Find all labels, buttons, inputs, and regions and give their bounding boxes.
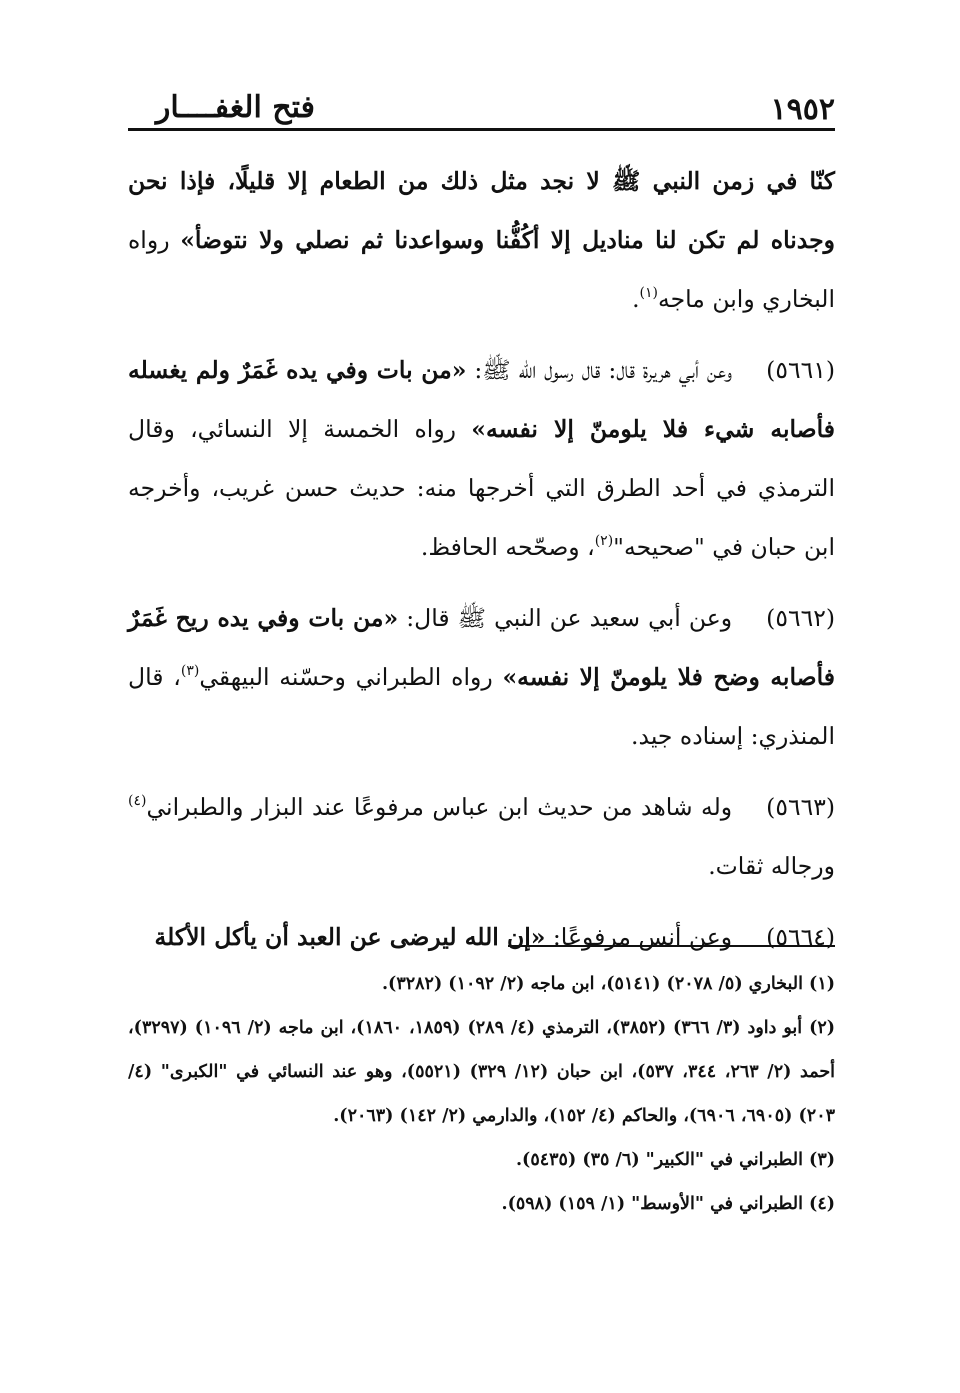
footnote-4: (٤) الطبراني في "الأوسط" (١/ ١٥٩) (٥٩٨). (501, 1194, 835, 1214)
punctuation: . (632, 285, 640, 313)
hadith-number: (٥٦٦٣) (766, 793, 835, 821)
hadith-5664 (128, 908, 835, 967)
hadith-number: (٥٦٦١) (766, 356, 835, 384)
footnote-separator (508, 945, 835, 947)
source-text: رواه البخاري وابن ماجه (128, 226, 835, 313)
hadith-commentary: رواه الخمسة إلا النسائي، وقال الترمذي في أحد الطرق التي أخرجها منه: حديث حسن غريب، وأخرجه ابن حبان في "صحيحه" (128, 415, 835, 561)
footnote-ref: (١) (639, 285, 659, 301)
paragraph-continuation (128, 152, 835, 329)
hadith-commentary-end: ورجاله ثقات. (708, 852, 835, 880)
hadith-number: (٥٦٦٢) (766, 604, 835, 632)
hadith-number: (٥٦٦٤) (766, 923, 835, 951)
footnotes (128, 962, 835, 1226)
page-number: ١٩٥٢ (770, 92, 835, 127)
hadith-5663 (128, 778, 835, 896)
hadith-intro: وعن أبي هريرة قال: قال رسول الله ﷺ: (466, 356, 733, 384)
footnote-2: (٢) أبو داود (٣/ ٣٦٦) (٣٨٥٢)، الترمذي (٤/ ٢٨٩) (١٨٥٩، ١٨٦٠)، ابن ماجه (٢/ ١٠٩٦) (٣٢٩٧)، أحمد (٢/ ٢٦٣، ٣٤٤، ٥٣٧)، ابن حبان (١٢/ ٣٢٩) (٥٥٢١)، وهو عند النسائي في "الكبرى" (٤/ ٢٠٣) (٦٩٠٥، ٦٩٠٦)، والحاكم (٤/ ١٥٢)، والدارمي (٢/ ١٤٢) (٢٠٦٣). (128, 1018, 836, 1126)
hadith-intro: وعن أنس مرفوعًا: (545, 923, 733, 951)
hadith-commentary-end: ، وصحّحه الحافظ. (420, 533, 595, 561)
main-text (128, 152, 835, 979)
hadith-quote: «من بات وفي يده ريح غَمَرٌ فأصابه وضح فلا يلومنّ إلا نفسه» (128, 604, 835, 691)
hadith-quote: «من بات وفي يده غَمَرٌ ولم يغسله فأصابه شيء فلا يلومنّ إلا نفسه» (128, 356, 836, 443)
hadith-text: كنّا في زمن النبي ﷺ لا نجد مثل ذلك من الطعام إلا قليلًا، فإذا نحن وجدناه لم تكن لنا مناديل إلا أكُفُّنا وسواعدنا ثم نصلي ولا نتوضأ» (128, 167, 836, 254)
hadith-5661 (128, 341, 835, 577)
footnote-3: (٣) الطبراني في "الكبير" (٦/ ٣٥) (٥٤٣٥). (515, 1150, 835, 1170)
footnote-ref: (٢) (594, 533, 614, 549)
hadith-intro: وعن أبي سعيد عن النبي ﷺ قال: (398, 604, 733, 632)
page-header (128, 88, 835, 131)
hadith-intro: وله شاهد من حديث ابن عباس مرفوعًا عند البزار والطبراني (146, 793, 733, 821)
footnote-ref: (٤) (128, 793, 147, 809)
footnote-ref: (٣) (180, 663, 200, 679)
hadith-5662 (128, 589, 835, 766)
footnote-1: (١) البخاري (٥/ ٢٠٧٨) (٥١٤١)، ابن ماجه (٢/ ١٠٩٢) (٣٢٨٢). (381, 974, 835, 994)
hadith-commentary: رواه الطبراني وحسّنه البيهقي (199, 663, 503, 691)
hadith-quote: «إن الله ليرضى عن العبد أن يأكل الأكلة (154, 923, 546, 951)
running-title: فتح الغفــــار (155, 90, 315, 125)
hadith-commentary-end: ، قال المنذري: إسناده جيد. (128, 663, 835, 750)
